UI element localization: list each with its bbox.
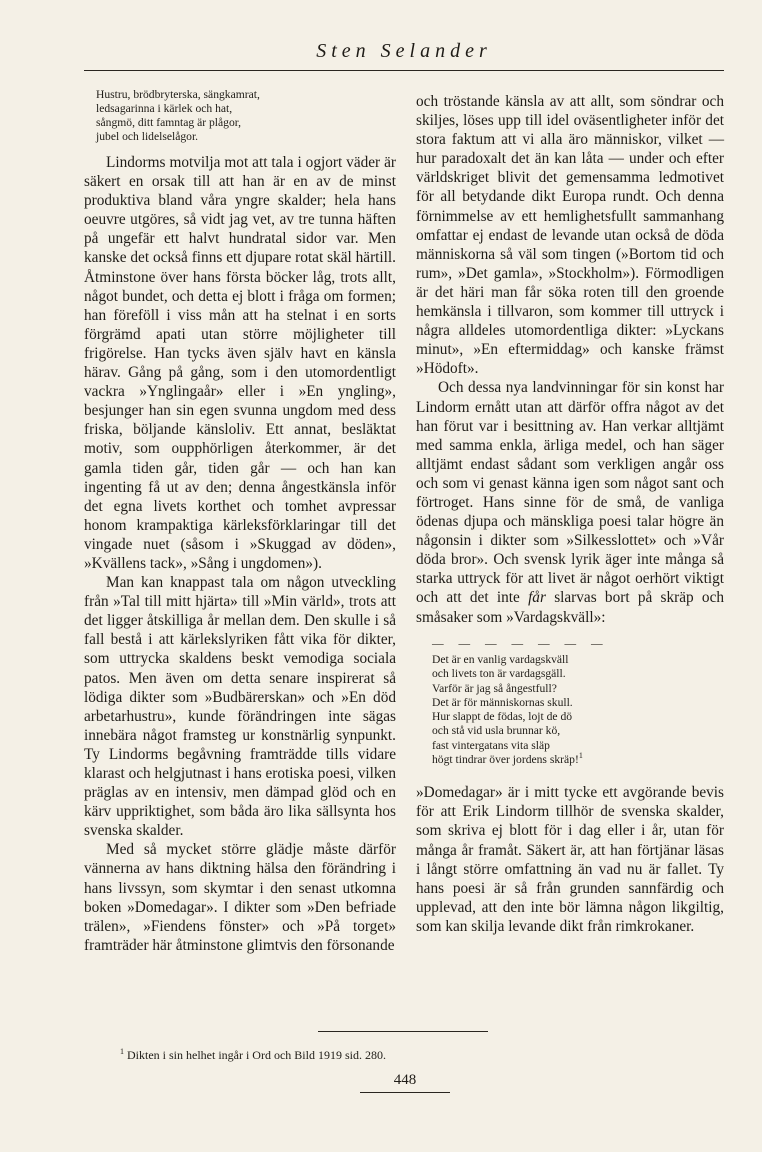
header-rule [84, 70, 724, 71]
emphasis: får [528, 589, 546, 607]
verse-line: sångmö, ditt famntag är plågor, [96, 116, 242, 129]
body-paragraph: Lindorms motvilja mot att tala i ogjort väder är säkert en orsak till att han är en av de minst produktiva bland våra yngre skalder; hela hans oeuvre utgöres, så vidt jag vet, av tre tunna häften på ungefär ett halvt hundratal sidor var. Men kanske det också finns ett djupare rotat skäl härtill. Åtminstone över hans första böcker låg, trots allt, något bundet, och detta ej blott i fråga om formen; han föreföll i viss mån att ha stelnat i en sorts förgrämd apati utan större möjligheter till frigörelse. Han tycks även själv havt en känsla härav. Gång på gång, som i den utomordentligt vackra »Ynglingaår» eller i »En yngling», besjunger han sin egen svunna ungdom med dess friska, böljande känsloliv. Ett annat, besläktat motiv, som oupphörligen återkommer, är det gamla tiden går, tiden går — och han kan ingenting få ut av den; denna ångestkänsla inför det egna livets korthet och tomhet avpressar honom krampaktiga kärleksförklaringar till det vingade nuet (såsom i »Skuggad av döden», »Kvällens tack», »Sång i ungdomen»). [84, 154, 396, 572]
verse-line: Det är en vanlig vardagskväll [432, 652, 569, 666]
footnote-rule [318, 1031, 488, 1032]
footnote-mark: 1 [578, 751, 583, 761]
body-paragraph: och tröstande känsla av att allt, som söndrar och skiljes, löses upp till idel oväsentligheter inför det stora faktum att vi alla äro människor, vilket — hur paradoxalt det än kan låta — under och efter världskriget blivit det gemensamma ledmotivet för all betydande dikt Europa rundt. Och denna förnimmelse av ett hemlighetsfullt sammanhang omfattar ej endast de levande utan också de döda människorna så väl som tingen (»Bortom tid och rum», »Det gamla», »Stockholm»). Förmodligen är det häri man får söka roten till den groende hemkänsla i tillvaron, som kommer till uttryck i några alldeles utomordentliga dikter: »Lyckans minut», »En eftermiddag» och kanske främst »Hödoft». [416, 93, 724, 378]
paragraph-text: Och dessa nya landvinningar för sin konst har Lindorm ernått utan att därför offra något av det han förut var i besittning av. Han verkar alltjämt med samma enkla, ärliga medel, och han säger alltjämt endast sådant som verkligen angår oss och som vi genast känna igen som något sant och förtroget. Hans sinne för de små, de vanliga ödenas djupa och mänskliga poesi talar högre än någonsin i dikter som »Silkesslottet» och »Vår döda bror». Och svensk lyrik äger inte många så starka uttryck för att livet är något oerhört viktigt och att det inte [416, 379, 724, 607]
body-paragraph: »Domedagar» är i mitt tycke ett avgörande bevis för att Erik Lindorm tillhör de svenska skalder, som skriva ej blott för i dag eller i år, utan för många år framåt. Säkert är, att han förtjänar läsas i långt större omfattning än vad nu är fallet. Ty hans poesi är så från grunden sannfärdig och upplevad, att den inte bör lämna någon likgiltig, som kan skilja levande dikt från rimkrokaner. [416, 784, 724, 935]
verse-line: ledsagarinna i kärlek och hat, [96, 102, 233, 115]
body-paragraph [416, 378, 724, 626]
verse-quote [96, 88, 396, 144]
verse-text: högt tindrar över jordens skräp! [432, 753, 579, 766]
verse-line: jubel och lidelselågor. [96, 130, 199, 143]
verse-line [432, 753, 724, 767]
verse-dashes: — — — — — — — [432, 636, 609, 650]
footnote-text: Dikten i sin helhet ingår i Ord och Bild 1919 sid. 280. [127, 1048, 386, 1062]
running-header: Sten Selander [316, 40, 492, 62]
verse-line: Varför är jag så ångestfull? [432, 681, 557, 695]
verse-line: och livets ton är vardagsgäll. [432, 667, 566, 681]
verse-line: Det är för människornas skull. [432, 695, 573, 709]
right-column [416, 92, 724, 936]
left-column [84, 88, 396, 955]
body-paragraph: Man kan knappast tala om någon utveckling från »Tal till mitt hjärta» till »Min värld», trots att det ligger åtskilliga år mellan dem. Den skulle i så fall bestå i att kärlekslyriken fått vika för dikter, som uttrycka skaldens beskt vemodiga sociala patos. Men även om detta senare inspirerat så lödiga dikter som »Budbärerskan» och »En död arbetarhustru», kunde förändringen inte sägas innebära något framsteg ur konstnärlig synpunkt. Ty Lindorms begåvning framträdde tills vidare klarast och helgjutnast i hans erotiska poesi, vilken präglas av en intensiv, men dämpad glöd och en kärv uppriktighet, som båda äro lika sällsynta hos svenska skalder. [84, 574, 396, 840]
verse-line: fast vintergatans vita släp [432, 738, 550, 752]
page-number-rule [360, 1092, 450, 1093]
paragraph-text: slarvas bort på skräp och småsaker som »Vardagskväll»: [416, 589, 725, 626]
verse-line: och stå vid usla brunnar kö, [432, 724, 561, 738]
page-number: 448 [393, 1072, 417, 1088]
footnote-mark: 1 [120, 1047, 124, 1056]
verse-quote [432, 637, 724, 768]
verse-line: Hustru, brödbryterska, sängkamrat, [96, 88, 260, 101]
verse-line: Hur slappt de födas, lojt de dö [432, 710, 573, 724]
body-paragraph: Med så mycket större glädje måste därför vännerna av hans diktning hälsa den förändring i hans livssyn, som skymtar i den senast utkomna boken »Domedagar». I dikter som »Den befriade trälen», »Fiendens fönster» och »På torget» framträder här åtminstone glimtvis den försonande [84, 841, 396, 954]
footnote [120, 1048, 680, 1063]
